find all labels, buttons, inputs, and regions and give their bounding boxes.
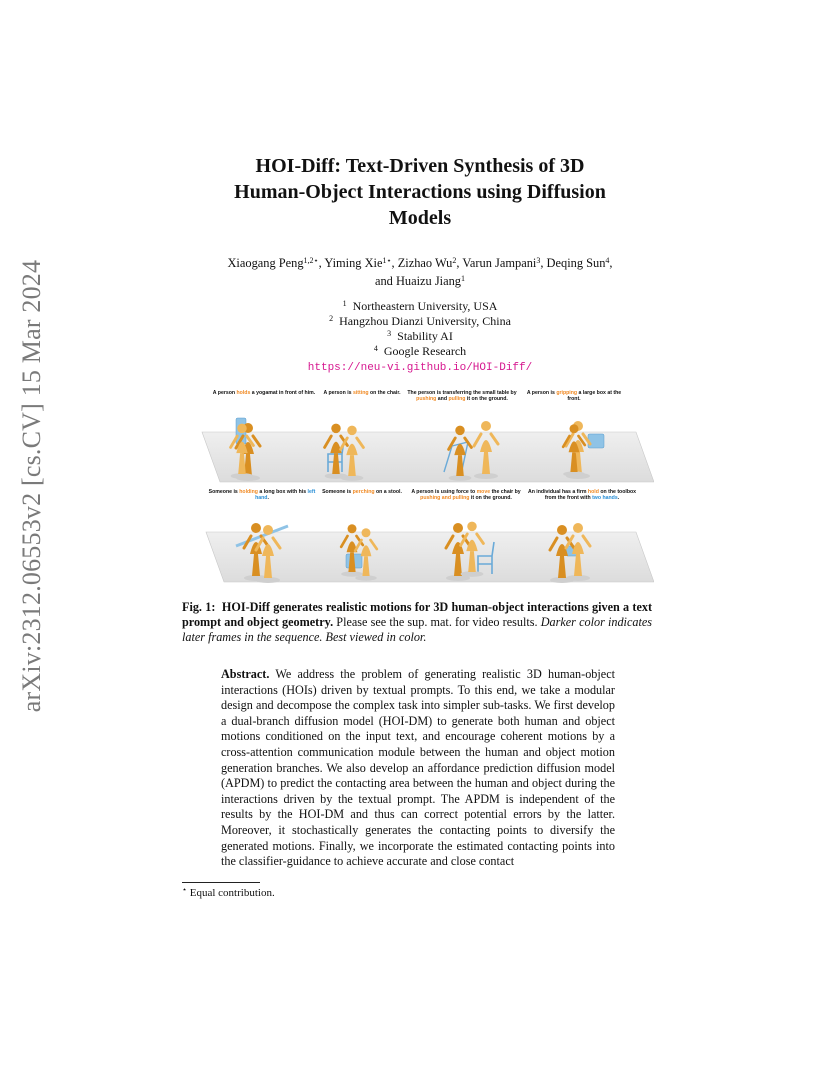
caption-normal: Please see the sup. mat. for video results. <box>333 615 541 629</box>
affil-mark: 3 <box>387 329 392 338</box>
affil-name: Hangzhou Dianzi University, China <box>339 314 511 328</box>
affil-name: Stability AI <box>397 329 453 343</box>
affiliation <box>200 344 640 359</box>
row2-caption-2: Someone is perching on a stool. <box>322 489 402 495</box>
caption-italic: Darker color indicates later frames in the sequence. Best viewed in color. <box>182 615 652 644</box>
author-affil-mark: 3 <box>536 256 541 265</box>
footnote-mark: ⋆ <box>182 885 188 894</box>
author-line <box>150 272 690 290</box>
person-8a-head <box>557 525 567 535</box>
abstract-label: Abstract. <box>221 667 270 681</box>
row1-caption-4: A person is gripping a large box at the front. <box>526 390 622 403</box>
affil-mark: 1 <box>342 299 347 308</box>
person-7a-head <box>453 523 463 533</box>
project-url-link[interactable]: https://neu-vi.github.io/HOI-Diff/ <box>307 362 533 374</box>
large-box-object <box>588 434 604 448</box>
shadow <box>341 475 364 481</box>
affil-name: Google Research <box>383 344 467 358</box>
paper-title <box>160 153 680 231</box>
author-list <box>150 254 690 290</box>
author-name: Deqing Sun <box>546 256 606 270</box>
author-name: Xiaogang Peng <box>227 256 304 270</box>
author-sep: , <box>318 256 325 270</box>
teaser-figure <box>196 386 654 596</box>
row1-caption-1: A person holds a yogamat in front of him. <box>212 390 316 396</box>
affil-mark: 2 <box>329 314 334 323</box>
title-line: Models <box>388 207 452 229</box>
shadow <box>449 475 472 481</box>
person-4b-head <box>570 424 579 433</box>
abstract-text: We address the problem of generating realistic 3D human-object interactions (HOIs) driven by textual prompts. To this end, we take a modular design and decompose the complex task into simpler sub-tasks. We first develop a dual-branch diffusion model (HOI-DM) to generate both human and object motions conditioned on the input text, and encourage coherent motions by a cross-attention communication module between the human and object motion generation branches. We also develop an affordance prediction diffusion model (APDM) to predict the contacting area between the human and object during the interactions driven by the textual prompt. The APDM is independent of the results by the HOI-DM and thus can correct potential errors by the latter. Moreover, it stochastically generates the contacting points to diversify the generated motions. Finally, we incorporate the estimated contacting points into the classifier-guidance to achieve accurate and close contact <box>221 667 615 869</box>
footnote-text: Equal contribution. <box>187 887 275 899</box>
caption-bold: HOI-Diff generates realistic motions for 3D human-object interactions given a text prompt and object geometry. <box>182 600 653 629</box>
row1-caption-2: A person is sitting on the chair. <box>323 390 401 396</box>
shadow <box>461 571 484 577</box>
shadow <box>231 473 254 479</box>
person-2b-head <box>347 426 357 436</box>
title-line: Human-Object Interactions using Diffusion <box>234 181 606 203</box>
author-affil-mark: 1⋆ <box>382 256 392 265</box>
person-1b-head <box>237 424 247 434</box>
author-sep: , <box>540 256 547 270</box>
project-url-line <box>200 359 640 376</box>
author-affil-mark: 1 <box>461 274 466 283</box>
row1-caption-3: The person is transferring the small table by pushing and pulling it on the ground. <box>407 390 517 403</box>
author-sep: , <box>609 256 613 270</box>
affil-name: Northeastern University, USA <box>352 299 498 313</box>
affiliation <box>200 329 640 344</box>
person-3a-head <box>455 426 465 436</box>
author-affil-mark: 2 <box>452 256 457 265</box>
person-5a-head <box>251 523 261 533</box>
shadow <box>355 575 377 580</box>
shadow <box>563 471 585 476</box>
row2-caption-1: Someone is holding a long box with his left hand. <box>208 489 316 502</box>
caption-label: Fig. 1: <box>182 600 216 614</box>
author-sep: , <box>391 256 398 270</box>
author-name: Zizhao Wu <box>397 256 453 270</box>
affiliation <box>200 314 640 329</box>
author-affil-mark: 1,2⋆ <box>303 256 319 265</box>
author-line <box>150 254 690 272</box>
footnote <box>182 886 275 900</box>
person-7b-head <box>467 522 477 532</box>
title-line: HOI-Diff: Text-Driven Synthesis of 3D <box>255 155 585 177</box>
person-6b-head <box>362 528 371 537</box>
person-3b-head <box>481 421 491 431</box>
person-8b-head <box>573 523 583 533</box>
arxiv-identifier: arXiv:2312.06553v2 [cs.CV] 15 Mar 2024 <box>17 259 46 713</box>
figure-caption <box>182 600 652 645</box>
author-name: Yiming Xie <box>324 256 383 270</box>
row2-caption-4: An individual has a firm hold on the toolbox from the front with two hands. <box>527 489 637 502</box>
affil-mark: 4 <box>373 344 378 353</box>
footnote-rule <box>182 882 260 883</box>
person-6a-head <box>348 524 357 533</box>
affiliation <box>200 299 640 314</box>
person-5b-head <box>263 525 273 535</box>
author-affil-mark: 4 <box>605 256 610 265</box>
author-name: and Huaizu Jiang <box>374 274 462 288</box>
affiliation-list <box>200 299 640 376</box>
author-name: Varun Jampani <box>462 256 537 270</box>
person-2a-head <box>331 424 341 434</box>
row2-caption-3: A person is using force to move the chair by pushing and pulling it on the ground. <box>411 489 521 502</box>
abstract <box>221 667 615 870</box>
author-sep: , <box>456 256 463 270</box>
